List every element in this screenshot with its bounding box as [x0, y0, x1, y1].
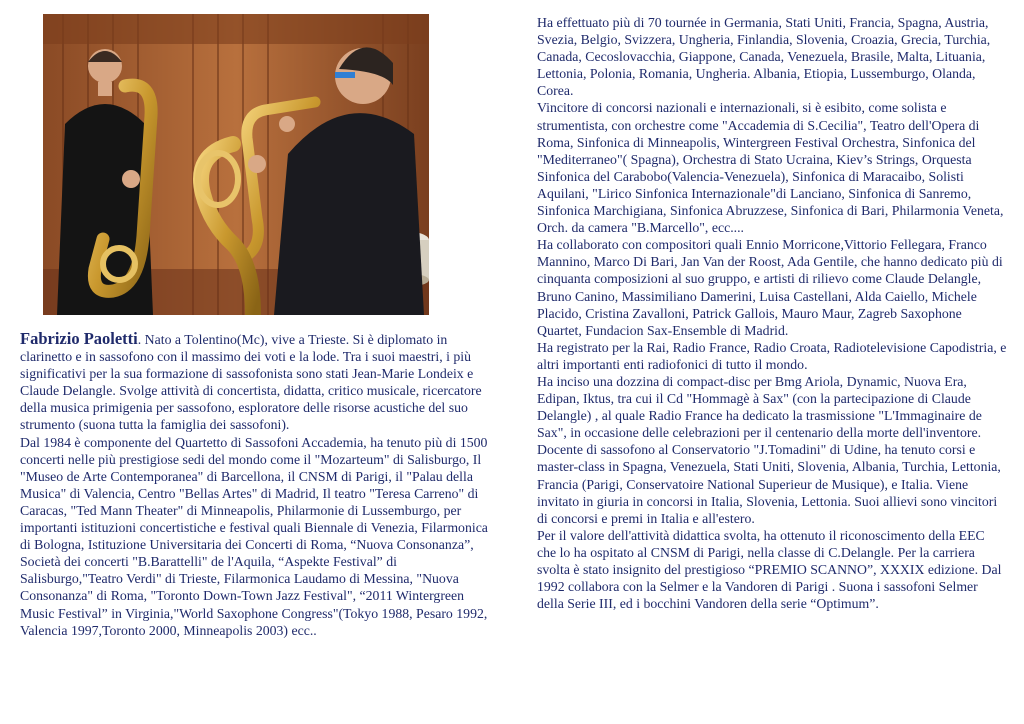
- bio-paragraph: Docente di sassofono al Conservatorio "J.Tomadini" di Udine, ha tenuto corsi e master-class in Spagna, Venezuela, Stati Uniti, Slovenia, Albania, Turchia, Lettonia, Francia (Parigi, Conservatoire National Superieur de Musique), e Italia. Viene invitato in giuria in concorsi in Italia, Slovenia, Lettonia. Suoi allievi sono vincitori di concorsi e premi in Italia e all'estero.: [537, 442, 1001, 526]
- bio-intro-text: . Nato a Tolentino(Mc), vive a Trieste. Si è diplomato in clarinetto e in sassofono con il massimo dei voti e la lode. Tra i suoi maestri, i più significativi per la sua formazione di sassofonista sono stati Jean-Marie Londeix e Claude Delangle. Svolge attività di concertista, didatta, critico musicale, ricercatore della musica primigenia per sassofono, esploratore delle risorse acustiche del suo strumento (suona tutta la famiglia dei sassofoni).: [20, 332, 482, 433]
- bio-paragraph: Dal 1984 è componente del Quartetto di Sassofoni Accademia, ha tenuto più di 1500 concerti nelle più prestigiose sedi del mondo come il "Mozarteum" di Salisburgo, Il "Museo de Arte Contemporanea" di Barcellona, il CNSM di Parigi, il "Palau della Musica" di Valencia, Centro "Bellas Artes" di Madrid, Il teatro "Teresa Carreno" di Caracas, "Ted Mann Theater" di Minneapolis, Philarmonie di Lussemburgo, per importanti istituzioni concertistiche e festival quali Biennale di Venezia, Filarmonica di Bologna, Istituzione Universitaria dei Concerti di Roma, “Nuova Consonanza”, Società dei concerti "B.Barattelli" de l'Aquila, “Aspekte Festival” di Salisburgo,"Teatro Verdi" di Trieste, Filarmonica Laudamo di Messina, "Nuova Consonanza" di Roma, "Toronto Down-Town Jazz Festival", “2011 Wintergreen Music Festival” in Virginia,"World Saxophone Congress"(Tokyo 1988, Pesaro 1992, Valencia 1997,Toronto 2000, Minneapolis 2003) ecc..: [20, 434, 488, 638]
- bio-left-column: [20, 330, 490, 639]
- bio-paragraph: Ha collaborato con compositori quali Ennio Morricone,Vittorio Fellegara, Franco Mannino, Marco Di Bari, Jan Van der Roost, Ada Gentile, che hanno dedicato più di cinquanta composizioni al suo gruppo, e artisti di rilievo come Claude Delangle, Bruno Canino, Massimiliano Damerini, Luisa Castellani, Alda Caiello, Michele Placido, Cristina Zavalloni, Patrick Gallois, Mauro Maur, Zagreb Saxophone Quartet, Fundacion Sax-Ensemble di Madrid.: [537, 237, 1003, 338]
- bio-intro-paragraph: [20, 330, 490, 434]
- musician-name: Fabrizio Paoletti: [20, 329, 138, 348]
- bio-paragraph: Per il valore dell'attività didattica svolta, ha ottenuto il riconoscimento della EEC che lo ha ospitato al CNSM di Parigi, nella classe di C.Delangle. Per la carriera svolta è stato insignito del prestigioso “PREMIO SCANNO”, XXXIX edizione. Dal 1992 collabora con la Selmer e la Vandoren di Parigi . Suona i sassofoni Selmer della Serie III, ed i bocchini Vandoren della serie “Optimum”.: [537, 527, 1002, 612]
- bio-paragraph: Ha effettuato più di 70 tournée in Germania, Stati Uniti, Francia, Spagna, Austria, Svezia, Belgio, Svizzera, Ungheria, Finlandia, Slovenia, Croazia, Grecia, Turchia, Canada, Cecoslovacchia, Giappone, Canada, Venezuela, Brasile, Malta, Lituania, Lettonia, Polonia, Romania, Ungheria. Albania, Etiopia, Lussemburgo, Olanda, Corea.: [537, 15, 991, 99]
- bio-paragraph: Vincitore di concorsi nazionali e internazionali, si è esibito, come solista e strumentista, con orchestre come "Accademia di S.Cecilia", Teatro dell'Opera di Roma, Sinfonica di Minneapolis, Wintergreen Festival Orchestra, Sinfonica del "Mediterraneo"( Spagna), Orchestra di Stato Ucraina, Kiev’s Strings, Orquesta Sinfonica del Carabobo(Valencia-Venezuela), Sinfonica di Maracaibo, Solisti Aquilani, "Lirico Sinfonica Internazionale"di Lanciano, Sinfonica di Sanremo, Sinfonica Marchigiana, Sinfonica Abruzzese, Sinfonica di Bari, Philarmonia Veneta, Orch. da camera "B.Marcello", ecc....: [537, 100, 1004, 236]
- saxophonists-photo: [43, 14, 429, 315]
- bio-right-column: [537, 14, 1007, 612]
- bio-paragraph: Ha inciso una dozzina di compact-disc per Bmg Ariola, Dynamic, Nuova Era, Edipan, Iktus, tra cui il Cd "Hommagè à Sax" (con la partecipazione di Claude Delangle) , al quale Radio France ha dedicato la trasmissione "L'Immaginaire de Sax", in occasione delle celebrazioni per il centenario della morte dell'inventore.: [537, 373, 982, 441]
- bio-paragraph: Ha registrato per la Rai, Radio France, Radio Croata, Radiotelevisione Capodistria, e altri importanti enti radiofonici di tutto il mondo.: [537, 339, 1007, 372]
